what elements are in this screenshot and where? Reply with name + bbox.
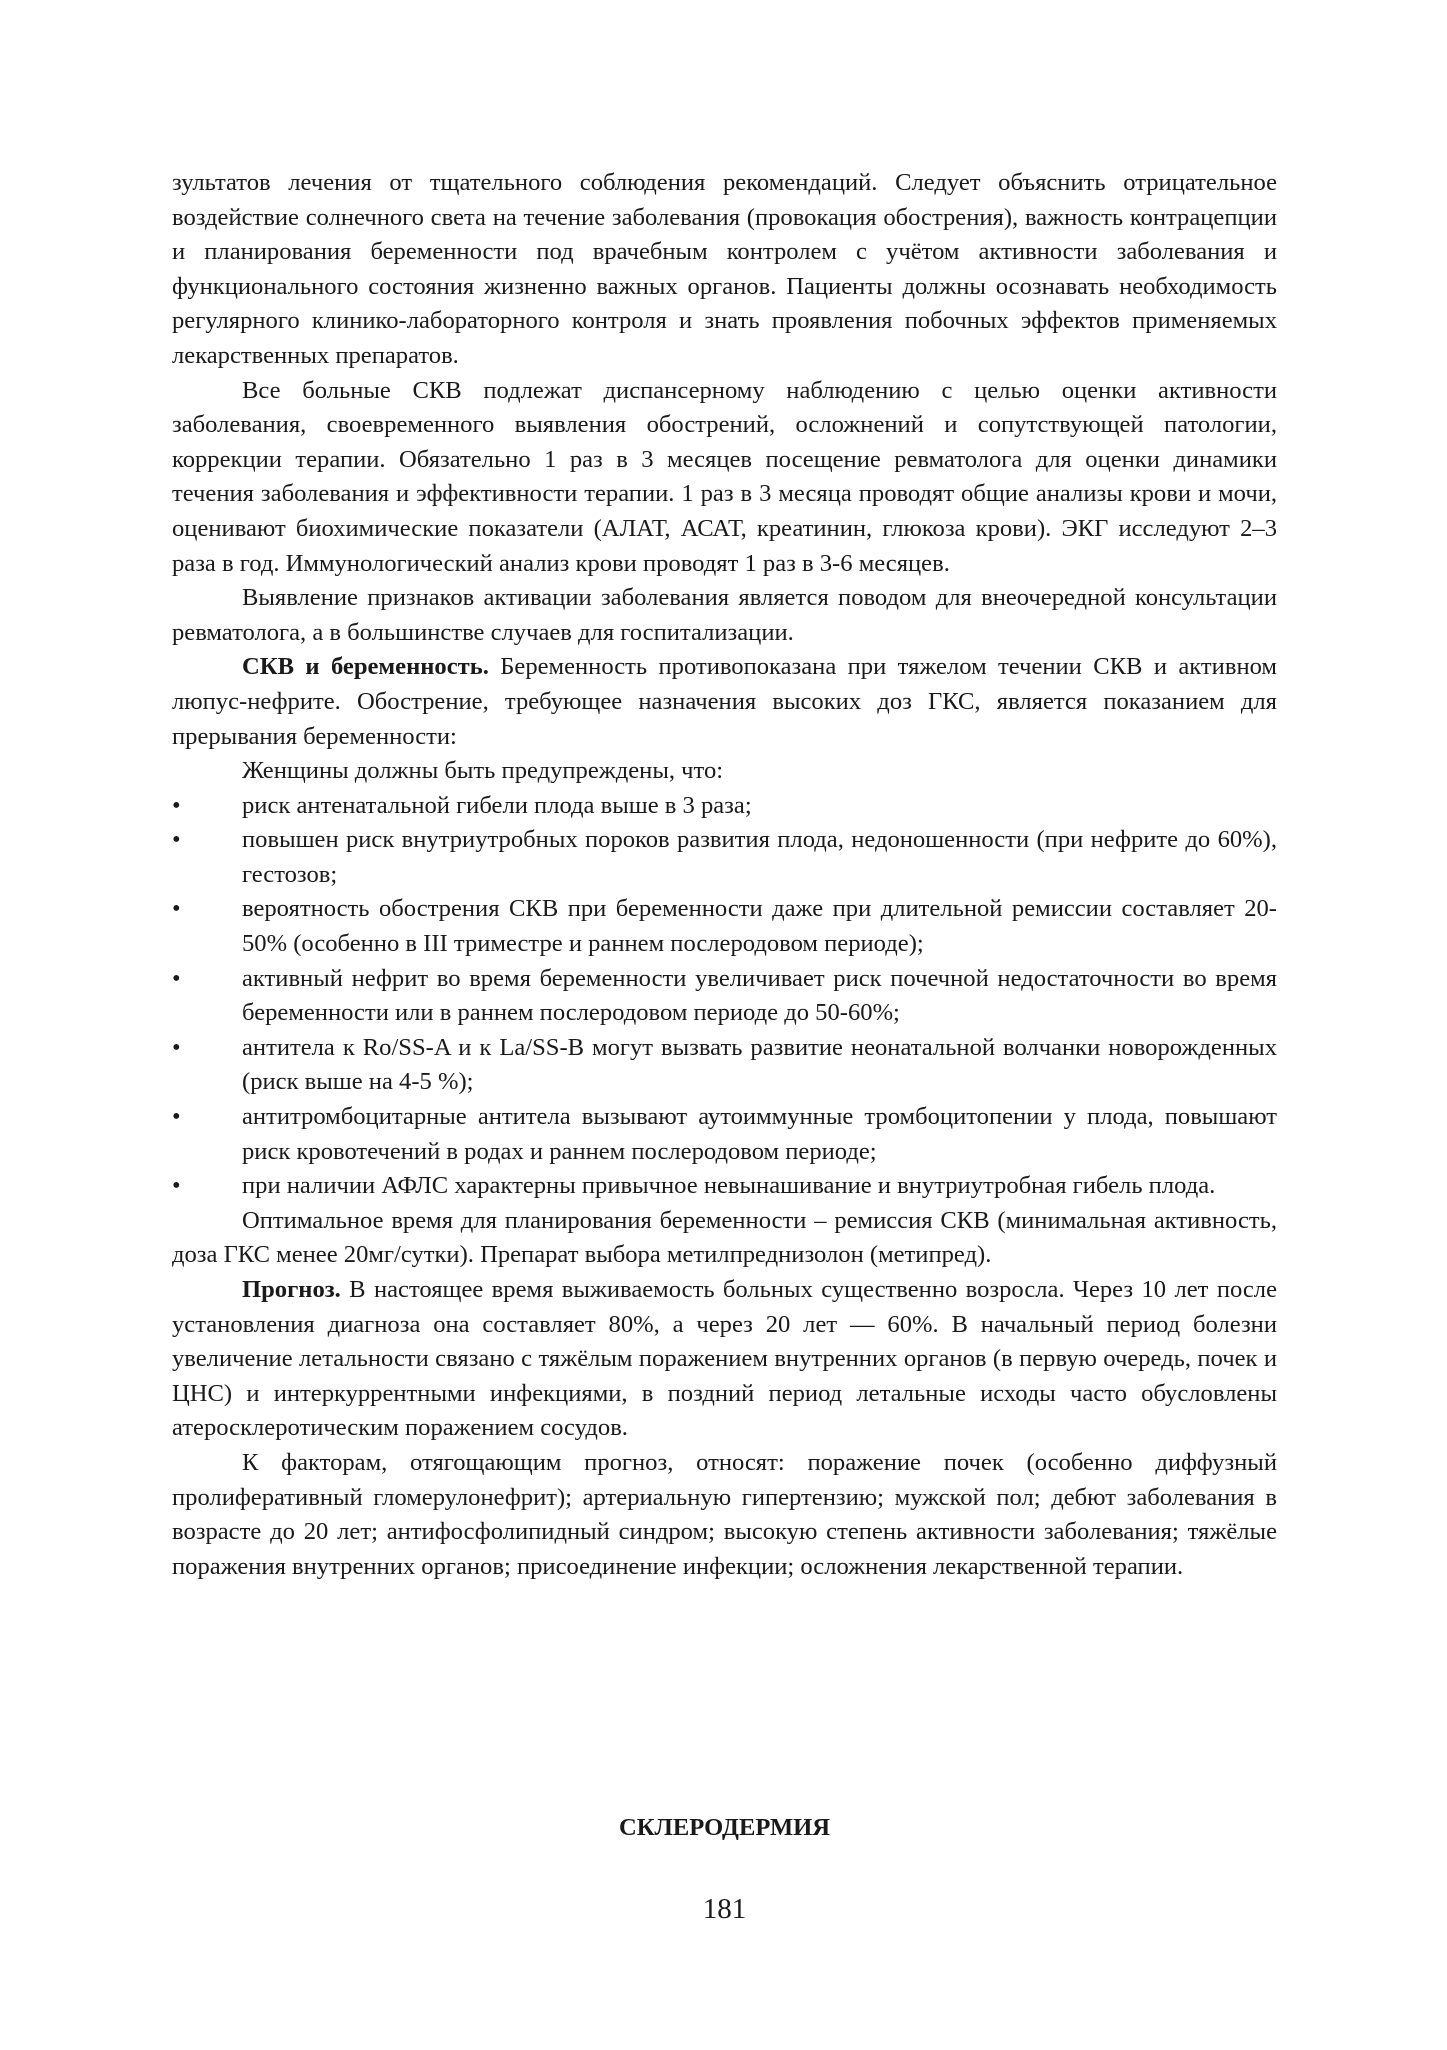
pregnancy-text: Беременность противопоказана при тяжелом течении СКВ и активном люпус-нефрите. Обострение, требующее назначения высоких доз ГКС, является показанием для прерывания беременности: bbox=[172, 653, 1277, 750]
list-item bbox=[172, 1169, 1277, 1204]
bullet-icon: • bbox=[172, 964, 181, 992]
list-item bbox=[172, 1031, 1277, 1100]
list-item-text: при наличии АФЛС характерны привычное невынашивание и внутриутробная гибель плода. bbox=[242, 1172, 1216, 1200]
bullet-icon: • bbox=[172, 1172, 181, 1200]
list-item bbox=[172, 789, 1277, 824]
risk-list bbox=[172, 789, 1277, 1204]
list-item-text: антитромбоцитарные антитела вызывают аутоиммунные тромбоцитопении у плода, повышают риск кровотечений в родах и раннем послеродовом периоде; bbox=[242, 1103, 1277, 1165]
list-item-text: антитела к Ro/SS-A и к La/SS-B могут вызвать развитие неонатальной волчанки новорожденных (риск выше на 4-5 %); bbox=[242, 1033, 1277, 1096]
list-item bbox=[172, 892, 1277, 961]
list-item bbox=[172, 823, 1277, 892]
paragraph-optimal-time: Оптимальное время для планирования беременности – ремиссия СКВ (минимальная активность, доза ГКС менее 20мг/сутки). Препарат выбора метилпреднизолон (метипред). bbox=[172, 1206, 1277, 1269]
list-item-text: вероятность обострения СКВ при беременности даже при длительной ремиссии составляет 20-50% (особенно в III триместре и раннем послеродовом периоде); bbox=[242, 895, 1277, 958]
bullet-icon: • bbox=[172, 1033, 181, 1061]
paragraph-recommendations: зультатов лечения от тщательного соблюдения рекомендаций. Следует объяснить отрицательное воздействие солнечного света на течение заболевания (провокация обострения), важность контрацепции и планирования беременности под врачебным контролем с учётом активности заболевания и функционального состояния жизненно важных органов. Пациенты должны осознавать необходимость регулярного клинико-лабораторного контроля и знать проявления побочных эффектов применяемых лекарственных препаратов. bbox=[172, 169, 1277, 369]
paragraph-prognosis bbox=[172, 1273, 1277, 1446]
list-item-text: риск антенатальной гибели плода выше в 3 раза; bbox=[242, 791, 752, 819]
prognosis-heading: Прогноз. bbox=[242, 1276, 341, 1303]
paragraph-activation-signs: Выявление признаков активации заболевания является поводом для внеочередной консультации ревматолога, а в большинстве случаев для госпитализации. bbox=[172, 584, 1277, 646]
paragraph-risk-factors: К факторам, отягощающим прогноз, относят: поражение почек (особенно диффузный пролиферативный гломерулонефрит); артериальную гипертензию; мужской пол; дебют заболевания в возрасте до 20 лет; антифосфолипидный синдром; высокую степень активности заболевания; тяжёлые поражения внутренних органов; присоединение инфекции; осложнения лекарственной терапии. bbox=[172, 1448, 1277, 1580]
paragraph-dispensary-observation: Все больные СКВ подлежат диспансерному наблюдению с целью оценки активности заболевания, своевременного выявления обострений, осложнений и сопутствующей патологии, коррекции терапии. Обязательно 1 раз в 3 месяцев посещение ревматолога для оценки динамики течения заболевания и эффективности терапии. 1 раз в 3 месяца проводят общие анализы крови и мочи, оценивают биохимические показатели (АЛАТ, АСАТ, креатинин, глюкоза крови). ЭКГ исследуют 2–3 раза в год. Иммунологический анализ крови проводят 1 раз в 3-6 месяцев. bbox=[172, 376, 1277, 577]
list-item-text: активный нефрит во время беременности увеличивает риск почечной недостаточности во время беременности или в раннем послеродовом периоде до 50-60%; bbox=[242, 964, 1277, 1027]
bullet-icon: • bbox=[172, 826, 181, 854]
body-text bbox=[172, 166, 1277, 1584]
bullet-icon: • bbox=[172, 895, 181, 923]
section-title: СКЛЕРОДЕРМИЯ bbox=[618, 1814, 831, 1841]
paragraph-women-warning: Женщины должны быть предупреждены, что: bbox=[242, 757, 724, 785]
bullet-icon: • bbox=[172, 1103, 181, 1131]
paragraph-pregnancy bbox=[172, 650, 1277, 754]
pregnancy-heading: СКВ и беременность. bbox=[242, 653, 489, 681]
list-item bbox=[172, 1100, 1277, 1169]
prognosis-text: В настоящее время выживаемость больных существенно возросла. Через 10 лет после установления диагноза она составляет 80%, а через 20 лет — 60%. В начальный период болезни увеличение летальности связано с тяжёлым поражением внутренних органов (в первую очередь, почек и ЦНС) и интеркуррентными инфекциями, в поздний период летальные исходы часто обусловлены атеросклеротическим поражением сосудов. bbox=[172, 1276, 1277, 1442]
bullet-icon: • bbox=[172, 791, 181, 819]
list-item bbox=[172, 962, 1277, 1031]
page-number: 181 bbox=[702, 1893, 747, 1925]
list-item-text: повышен риск внутриутробных пороков развития плода, недоношенности (при нефрите до 60%), гестозов; bbox=[242, 826, 1277, 888]
